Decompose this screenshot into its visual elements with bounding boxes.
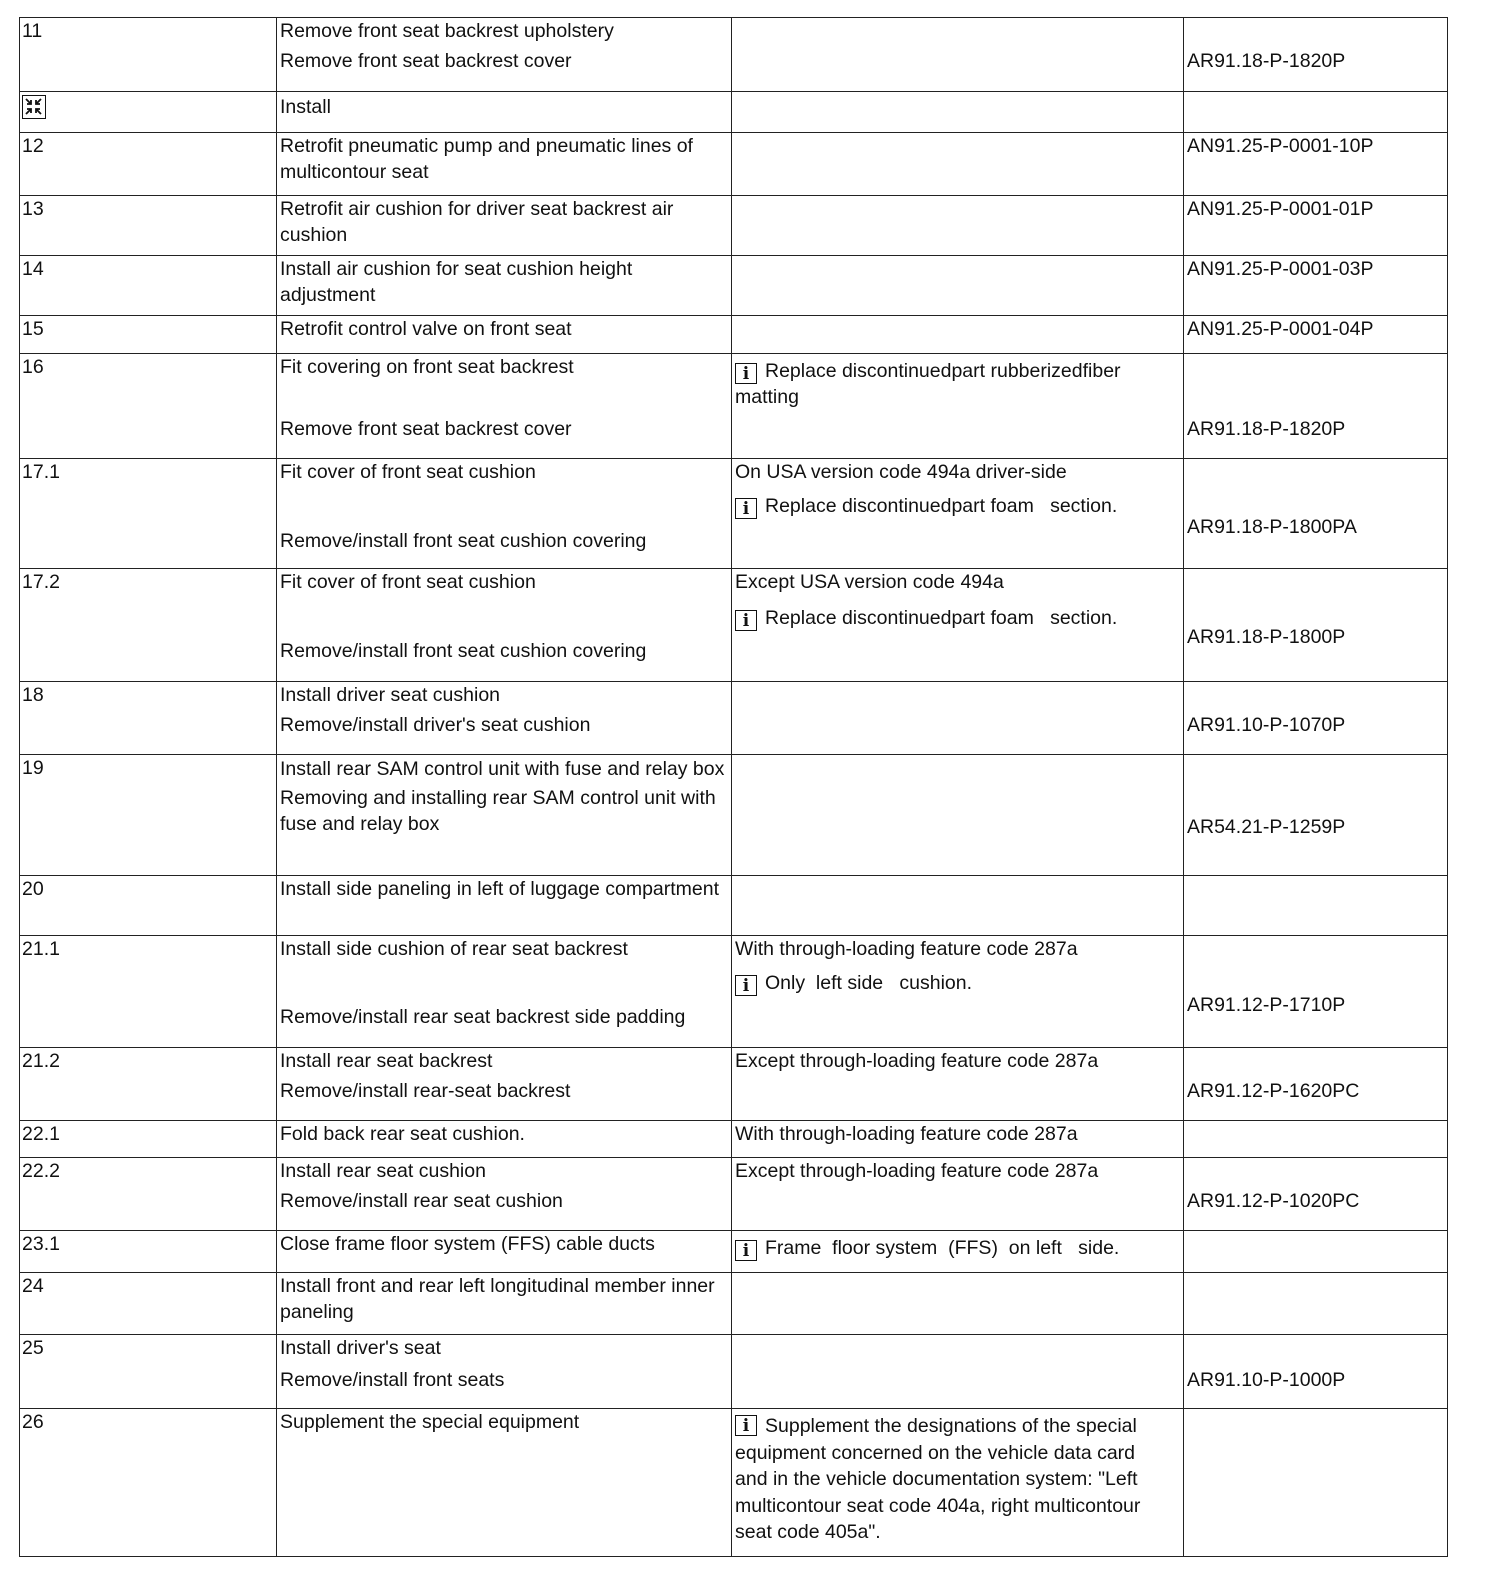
action-text: Retrofit air cushion for driver seat backrest air cushion	[280, 198, 674, 246]
action-cell	[277, 1158, 732, 1231]
action-text: Install air cushion for seat cushion height adjustment	[280, 258, 633, 306]
reference-cell	[1184, 682, 1448, 755]
reference-cell	[1184, 459, 1448, 569]
info-icon: i	[735, 975, 757, 996]
table-row	[20, 18, 1448, 92]
action-cell	[277, 18, 732, 92]
note-cell	[732, 256, 1184, 316]
action-text: Fit covering on front seat backrest	[280, 356, 574, 378]
note-cell	[732, 354, 1184, 459]
table-row	[20, 92, 1448, 133]
action-text: Retrofit control valve on front seat	[280, 318, 572, 340]
action-cell	[277, 1335, 732, 1409]
reference-cell	[1184, 18, 1448, 92]
action-cell	[277, 316, 732, 354]
reference-link[interactable]: AR91.10-P-1000P	[1187, 1369, 1346, 1391]
action-text: Install side cushion of rear seat backrest	[280, 938, 628, 960]
step-number: 20	[20, 876, 277, 936]
step-number: 26	[20, 1409, 277, 1557]
table-row	[20, 354, 1448, 459]
table-row	[20, 1158, 1448, 1231]
step-number: 25	[20, 1335, 277, 1409]
note-text: i Replace discontinuedpart rubberizedfiber matting	[735, 360, 1121, 408]
reference-link[interactable]: AN91.25-P-0001-01P	[1187, 198, 1374, 220]
table-row	[20, 316, 1448, 354]
reference-cell	[1184, 1409, 1448, 1557]
action-text: Remove front seat backrest cover	[280, 418, 572, 440]
step-number: 12	[20, 133, 277, 196]
step-number: 24	[20, 1273, 277, 1335]
action-cell	[277, 755, 732, 876]
note-text: With through-loading feature code 287a	[735, 938, 1078, 960]
action-text: Retrofit pneumatic pump and pneumatic lines of multicontour seat	[280, 135, 693, 183]
reference-cell	[1184, 1158, 1448, 1231]
reference-link[interactable]: AN91.25-P-0001-10P	[1187, 135, 1374, 157]
reference-cell	[1184, 1335, 1448, 1409]
action-text: Remove/install front seat cushion covering	[280, 640, 647, 662]
action-text: Close frame floor system (FFS) cable ducts	[280, 1233, 655, 1255]
action-cell	[277, 682, 732, 755]
reference-cell	[1184, 1231, 1448, 1273]
action-cell	[277, 1121, 732, 1158]
reference-cell	[1184, 133, 1448, 196]
table-row	[20, 256, 1448, 316]
action-text: Remove/install rear-seat backrest	[280, 1080, 571, 1102]
table-row	[20, 459, 1448, 569]
note-text: i Only left side cushion.	[735, 970, 1180, 996]
reference-link[interactable]: AN91.25-P-0001-03P	[1187, 258, 1374, 280]
reference-cell	[1184, 354, 1448, 459]
reference-cell	[1184, 316, 1448, 354]
step-number: 18	[20, 682, 277, 755]
step-number: 13	[20, 196, 277, 256]
action-cell	[277, 569, 732, 682]
step-number: 22.1	[20, 1121, 277, 1158]
note-cell	[732, 755, 1184, 876]
table-row	[20, 755, 1448, 876]
action-text: Install driver's seat	[280, 1337, 441, 1359]
note-cell	[732, 1048, 1184, 1121]
action-cell	[277, 1409, 732, 1557]
reference-cell	[1184, 1121, 1448, 1158]
table-row	[20, 1273, 1448, 1335]
table-row	[20, 936, 1448, 1048]
note-text: i Replace discontinuedpart foam section.	[735, 605, 1180, 631]
note-cell	[732, 1158, 1184, 1231]
note-text: Except USA version code 494a	[735, 571, 1004, 593]
action-text: Fit cover of front seat cushion	[280, 461, 536, 483]
action-cell	[277, 196, 732, 256]
note-text: i Supplement the designations of the special equipment concerned on the vehicle data card and in the vehicle documentation system: "Left multicontour seat code 404a, right multicontour seat code 405a".	[735, 1415, 1141, 1543]
action-cell	[277, 92, 732, 133]
reference-cell	[1184, 876, 1448, 936]
action-text: Install side paneling in left of luggage compartment	[280, 878, 720, 900]
table-row	[20, 1121, 1448, 1158]
reference-link[interactable]: AR91.12-P-1620PC	[1187, 1080, 1360, 1102]
action-text: Remove/install front seat cushion covering	[280, 530, 647, 552]
step-number: 22.2	[20, 1158, 277, 1231]
note-text: With through-loading feature code 287a	[735, 1123, 1078, 1145]
action-cell	[277, 936, 732, 1048]
action-cell	[277, 1048, 732, 1121]
table-row	[20, 1335, 1448, 1409]
action-cell	[277, 1273, 732, 1335]
reference-link[interactable]: AR91.18-P-1800PA	[1187, 516, 1357, 538]
step-icon-cell	[20, 92, 277, 133]
reference-link[interactable]: AR91.12-P-1020PC	[1187, 1190, 1360, 1212]
note-cell	[732, 1121, 1184, 1158]
reference-cell	[1184, 256, 1448, 316]
step-number: 17.2	[20, 569, 277, 682]
action-cell	[277, 354, 732, 459]
action-text: Removing and installing rear SAM control unit with fuse and relay box	[280, 787, 716, 835]
reference-cell	[1184, 1273, 1448, 1335]
note-cell	[732, 1273, 1184, 1335]
reference-cell	[1184, 936, 1448, 1048]
info-icon: i	[735, 1240, 757, 1261]
reference-cell	[1184, 755, 1448, 876]
note-cell	[732, 569, 1184, 682]
table-row	[20, 1048, 1448, 1121]
action-text: Install front and rear left longitudinal member inner paneling	[280, 1275, 715, 1323]
info-icon: i	[735, 363, 757, 384]
note-cell	[732, 459, 1184, 569]
reference-link[interactable]: AN91.25-P-0001-04P	[1187, 318, 1374, 340]
action-text: Remove front seat backrest upholstery	[280, 20, 614, 42]
install-icon	[22, 95, 46, 119]
note-cell	[732, 1335, 1184, 1409]
action-text: Fit cover of front seat cushion	[280, 571, 536, 593]
action-text: Remove/install rear seat backrest side padding	[280, 1006, 686, 1028]
action-text: Install	[280, 96, 331, 118]
action-text: Install driver seat cushion	[280, 684, 501, 706]
action-text: Install rear seat cushion	[280, 1160, 486, 1182]
reference-link[interactable]: AR91.18-P-1820P	[1187, 50, 1346, 72]
note-text: i Replace discontinuedpart foam section.	[735, 493, 1180, 519]
note-text: i Frame floor system (FFS) on left side.	[735, 1235, 1180, 1261]
note-cell	[732, 682, 1184, 755]
info-icon: i	[735, 498, 757, 519]
note-cell	[732, 1409, 1184, 1557]
note-cell	[732, 936, 1184, 1048]
action-text: Remove/install front seats	[280, 1369, 505, 1391]
table-row	[20, 196, 1448, 256]
table-row	[20, 133, 1448, 196]
action-cell	[277, 256, 732, 316]
step-number: 21.1	[20, 936, 277, 1048]
action-cell	[277, 459, 732, 569]
action-text: Supplement the special equipment	[280, 1411, 580, 1433]
note-cell	[732, 92, 1184, 133]
note-cell	[732, 196, 1184, 256]
reference-link[interactable]: AR91.10-P-1070P	[1187, 714, 1346, 736]
step-number: 23.1	[20, 1231, 277, 1273]
action-text: Remove/install driver's seat cushion	[280, 714, 591, 736]
reference-cell	[1184, 196, 1448, 256]
step-number: 19	[20, 755, 277, 876]
table-row	[20, 1409, 1448, 1557]
action-cell	[277, 876, 732, 936]
note-cell	[732, 1231, 1184, 1273]
table-row	[20, 682, 1448, 755]
info-icon: i	[735, 1415, 757, 1436]
note-cell	[732, 133, 1184, 196]
reference-cell	[1184, 569, 1448, 682]
reference-link[interactable]: AR54.21-P-1259P	[1187, 816, 1346, 838]
action-text: Remove/install rear seat cushion	[280, 1190, 563, 1212]
reference-link[interactable]: AR91.18-P-1820P	[1187, 418, 1346, 440]
action-cell	[277, 1231, 732, 1273]
note-cell	[732, 316, 1184, 354]
note-text: Except through-loading feature code 287a	[735, 1050, 1099, 1072]
step-number: 16	[20, 354, 277, 459]
action-cell	[277, 133, 732, 196]
reference-cell	[1184, 92, 1448, 133]
action-text: Fold back rear seat cushion.	[280, 1123, 525, 1145]
reference-link[interactable]: AR91.12-P-1710P	[1187, 994, 1346, 1016]
action-text: Install rear SAM control unit with fuse and relay box	[280, 758, 725, 780]
table-row	[20, 569, 1448, 682]
action-text: Remove front seat backrest cover	[280, 50, 572, 72]
note-text: On USA version code 494a driver-side	[735, 461, 1067, 483]
step-number: 14	[20, 256, 277, 316]
note-text: Except through-loading feature code 287a	[735, 1160, 1099, 1182]
note-cell	[732, 876, 1184, 936]
table-row	[20, 1231, 1448, 1273]
note-cell	[732, 18, 1184, 92]
reference-cell	[1184, 1048, 1448, 1121]
reference-link[interactable]: AR91.18-P-1800P	[1187, 626, 1346, 648]
step-number: 21.2	[20, 1048, 277, 1121]
info-icon: i	[735, 610, 757, 631]
step-number: 15	[20, 316, 277, 354]
step-number: 17.1	[20, 459, 277, 569]
work-steps-table	[19, 17, 1448, 1557]
step-number: 11	[20, 18, 277, 92]
table-row	[20, 876, 1448, 936]
action-text: Install rear seat backrest	[280, 1050, 493, 1072]
